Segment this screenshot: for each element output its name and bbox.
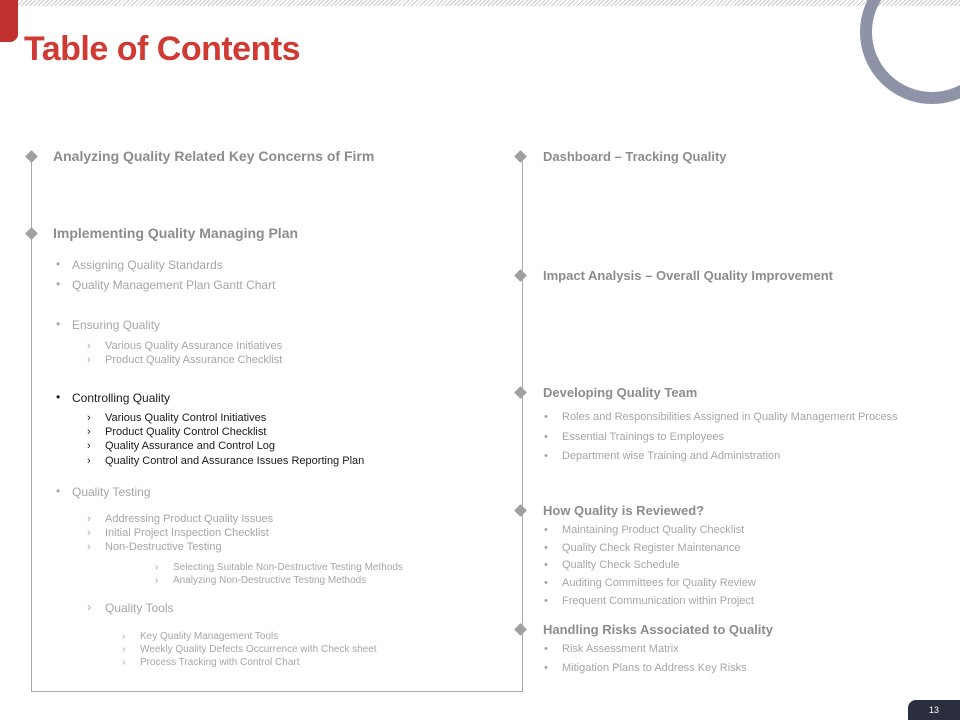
list-item: › Process Tracking with Control Chart (122, 657, 300, 668)
list-item: • Frequent Communication within Project (544, 595, 754, 607)
red-corner-tab (0, 0, 18, 42)
top-hatch-band (18, 0, 960, 6)
list-item: › Various Quality Assurance Initiatives (87, 340, 283, 352)
list-item: › Quality Tools (87, 600, 174, 615)
section-heading-impact: Impact Analysis – Overall Quality Improvement (543, 268, 833, 283)
list-item: › Quality Control and Assurance Issues Reporting Plan (87, 455, 365, 467)
list-item: › Non-Destructive Testing (87, 541, 222, 553)
list-item: • Maintaining Product Quality Checklist (544, 524, 745, 536)
list-item: • Quality Check Schedule (544, 559, 680, 571)
list-item: › Key Quality Management Tools (122, 631, 279, 642)
list-item: › Selecting Suitable Non-Destructive Testing Methods (155, 562, 403, 573)
section-heading-team: Developing Quality Team (543, 385, 698, 400)
list-item: › Product Quality Assurance Checklist (87, 354, 283, 366)
list-item: › Product Quality Control Checklist (87, 426, 267, 438)
list-item: › Quality Assurance and Control Log (87, 440, 275, 452)
list-item: • Department wise Training and Administration (544, 450, 781, 462)
list-item: • Ensuring Quality (56, 317, 161, 332)
list-item: • Quality Management Plan Gantt Chart (56, 277, 276, 292)
list-item: • Mitigation Plans to Address Key Risks (544, 662, 747, 674)
section-heading-implementing: Implementing Quality Managing Plan (53, 225, 299, 241)
section-heading-risks: Handling Risks Associated to Quality (543, 622, 773, 637)
list-item: • Risk Assessment Matrix (544, 643, 679, 655)
list-item: › Analyzing Non-Destructive Testing Methods (155, 575, 367, 586)
section-heading-analyzing: Analyzing Quality Related Key Concerns of Firm (53, 148, 375, 164)
list-item: › Addressing Product Quality Issues (87, 513, 274, 525)
decorative-ring (860, 0, 960, 104)
list-item: • Quality Check Register Maintenance (544, 542, 741, 554)
list-item: • Quality Testing (56, 484, 151, 499)
list-item: • Auditing Committees for Quality Review (544, 577, 756, 589)
list-item: • Essential Trainings to Employees (544, 431, 725, 443)
section-heading-dashboard: Dashboard – Tracking Quality (543, 149, 727, 164)
page-title: Table of Contents (24, 30, 301, 68)
list-item: › Various Quality Control Initiatives (87, 412, 267, 424)
page-number-badge: 13 (908, 700, 960, 720)
list-item: › Initial Project Inspection Checklist (87, 527, 269, 539)
section-heading-review: How Quality is Reviewed? (543, 503, 705, 518)
list-item: › Weekly Quality Defects Occurrence with Check sheet (122, 644, 377, 655)
list-item: • Controlling Quality (56, 390, 171, 405)
list-item: • Assigning Quality Standards (56, 257, 223, 272)
list-item: • Roles and Responsibilities Assigned in Quality Management Process (544, 411, 898, 423)
